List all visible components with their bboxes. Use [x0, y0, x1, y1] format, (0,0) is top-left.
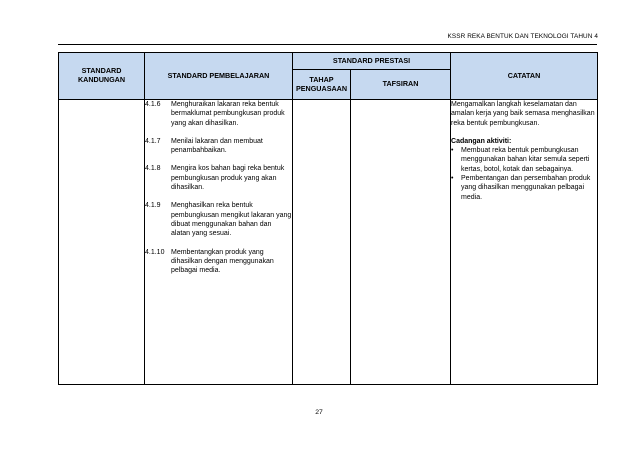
- learning-standard-item: [145, 164, 292, 192]
- header-standard-prestasi: STANDARD PRESTASI: [293, 53, 451, 70]
- bullet-icon: •: [451, 147, 454, 155]
- learning-standard-code: 4.1.9: [145, 202, 161, 210]
- running-header: KSSR REKA BENTUK DAN TEKNOLOGI TAHUN 4: [447, 33, 598, 40]
- learning-standard-text: Membentangkan produk yang dihasilkan dengan menggunakan pelbagai media.: [171, 248, 274, 275]
- learning-standard-text: Menilai lakaran dan membuat penambahbaikan.: [171, 137, 263, 155]
- cell-tahap-penguasaan: [293, 100, 351, 385]
- header-tahap-penguasaan: TAHAP PENGUASAAN: [293, 70, 351, 100]
- activity-list: [451, 146, 597, 202]
- activity-text: Membuat reka bentuk pembungkusan menggunakan bahan kitar semula seperti kertas, botol, kotak dan sebagainya.: [461, 147, 590, 173]
- header-tafsiran: TAFSIRAN: [351, 70, 451, 100]
- table-row: [59, 100, 598, 385]
- cell-standard-kandungan: [59, 100, 145, 385]
- table-header-row-top: [59, 53, 598, 70]
- cell-catatan: [451, 100, 598, 385]
- page-number: 27: [315, 409, 323, 416]
- catatan-intro: Mengamalkan langkah keselamatan dan amalan kerja yang baik semasa menghasilkan reka bentuk pembungkusan.: [451, 101, 595, 127]
- header-catatan: CATATAN: [451, 53, 598, 100]
- activity-text: Pembentangan dan persembahan produk yang dihasilkan menggunakan pelbagai media.: [461, 175, 591, 201]
- learning-standard-text: Menghuraikan lakaran reka bentuk bermaklumat pembungkusan produk yang akan dihasilkan.: [171, 101, 285, 127]
- cadangan-aktiviti-title: Cadangan aktiviti:: [451, 137, 512, 145]
- cell-tafsiran: [351, 100, 451, 385]
- learning-standard-item: [145, 100, 292, 128]
- learning-standard-code: 4.1.6: [145, 101, 161, 108]
- cell-standard-pembelajaran: [145, 100, 293, 385]
- curriculum-table: [58, 52, 598, 385]
- header-standard-kandungan: STANDARD KANDUNGAN: [59, 53, 145, 100]
- header-rule: [58, 44, 597, 45]
- activity-item: [451, 146, 597, 174]
- learning-standard-item: [145, 248, 292, 276]
- learning-standard-item: [145, 137, 292, 156]
- learning-standard-text: Menghasilkan reka bentuk pembungkusan mengikut lakaran yang dibuat menggunakan bahan dan alatan yang sesuai.: [171, 202, 292, 238]
- learning-standard-text: Mengira kos bahan bagi reka bentuk pembungkusan produk yang akan dihasilkan.: [171, 165, 285, 192]
- learning-standard-code: 4.1.7: [145, 137, 161, 145]
- learning-standard-code: 4.1.8: [145, 165, 161, 173]
- activity-item: [451, 174, 597, 202]
- learning-standard-code: 4.1.10: [145, 248, 165, 256]
- bullet-icon: •: [451, 175, 454, 183]
- learning-standard-item: [145, 201, 292, 238]
- header-standard-pembelajaran: STANDARD PEMBELAJARAN: [145, 53, 293, 100]
